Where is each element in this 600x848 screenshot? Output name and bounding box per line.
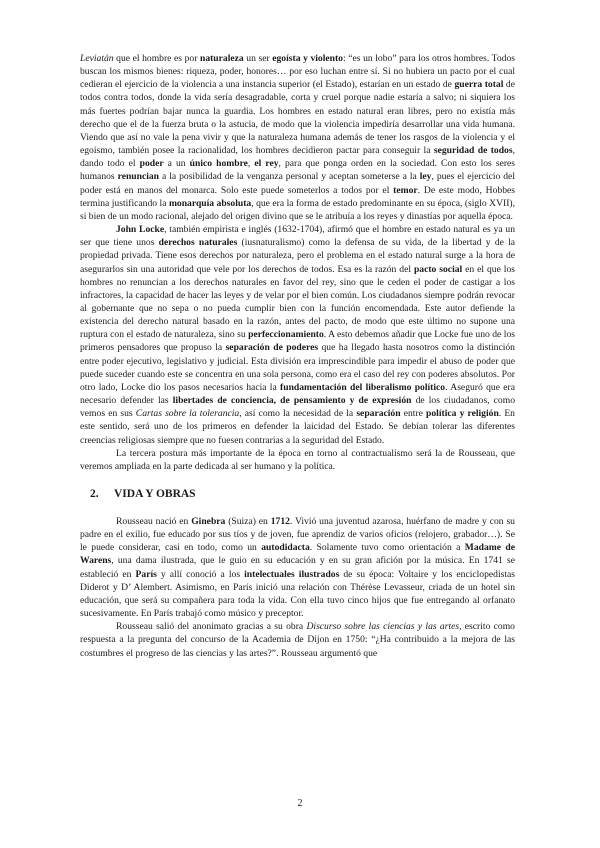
text-run: , una dama ilustrada, que le guio en su educación y en su gran afición por la música. En 1741 se estableció en [80, 555, 515, 580]
italic-text: Leviatán [80, 53, 114, 64]
bold-text: separación de poderes [225, 342, 319, 354]
text-run: Rousseau nació en [116, 516, 192, 527]
paragraph-rousseau-works [80, 620, 515, 659]
text-run: . Aseguró que era necesario defender las [80, 381, 515, 407]
italic-text: Cartas sobre la tolerancia [135, 408, 240, 420]
bold-text: ley [419, 171, 432, 183]
bold-text: intelectuales ilustrados [244, 568, 340, 580]
paragraph-rousseau-intro [80, 447, 515, 473]
bold-text: pacto social [413, 263, 463, 275]
text-run: de todos contra todos, donde la vida sería desagradable, corta y cruel porque nadie estaría a salvo; ni siquiera los más fuertes podrían bajar nunca la guardia. Los hombres en estado natural eran libres, pero no existía más derecho que el de la fuerza bruta o la astucia, de modo que la violencia impediría desarrollar una vida humana. Viendo que así no vale la pena vivir y que la naturaleza humana además de tener los rasgos de la violencia y el egoísmo, también posee la racionalidad, los hombres decidieron pactar para conseguir la [80, 79, 515, 157]
bold-text: fundamentación del liberalismo político [280, 381, 446, 393]
text-run: , para que ponga orden en la sociedad. Con esto los seres humanos [80, 158, 516, 183]
text-run: . A esto debemos añadir que Locke fue uno de los primeros pensadores que propuso la [80, 329, 515, 354]
text-run: , escrito como respuesta a la pregunta del concurso de la Academia de Dijon en 1750: “¿Ha contribuido a la mejora de las costumbres el progreso de las ciencias y las artes?”. Rousseau argumentó que [80, 621, 515, 659]
text-run: Rousseau salió del anonimato gracias a su obra [116, 621, 307, 633]
section-number: 2. [90, 488, 99, 500]
text-run: a la posibilidad de la venganza personal y aceptan someterse a la [159, 171, 420, 183]
text-run: , dando todo el [80, 145, 515, 170]
text-run: y allí conoció a los [156, 568, 245, 580]
italic-text: Discurso sobre las ciencias y las artes [306, 621, 460, 633]
bold-text: único hombre [189, 158, 248, 170]
bold-text: el rey [254, 158, 279, 170]
page-body [80, 52, 515, 660]
text-run: que ha llegado hasta nosotros como la distinción entre poder ejecutivo, legislativo y judicial. Esta división era imprescindible para impedir el abuso de poder que puede suceder cuando este se concentra en una sola persona, como era el caso del rey con poderes absolutos. Por otro lado, Locke dio los pasos necesarios hacia la [80, 342, 515, 393]
bold-text: política y religión [426, 408, 499, 420]
text-run: a un [163, 158, 190, 170]
bold-text: John Locke [116, 224, 165, 236]
text-run: entre [400, 408, 427, 420]
text-run: , que era la forma de estado predominante en su época, (siglo XVII), si bien de un modo racional, alejado del origen divino que se le atribuía a los reyes y dinastías por aquella época. [80, 197, 515, 222]
bold-text: París [135, 568, 157, 580]
bold-text: libertades de conciencia, de pensamiento y de expresión [172, 395, 412, 407]
bold-text: Madame de Warens [80, 542, 515, 567]
page-number: 2 [297, 798, 303, 809]
text-run: La tercera postura más importante de la época en torno al contractualismo será la de Rousseau, que veremos ampliada en la parte dedicada al ser humano y la política. [80, 447, 515, 472]
text-run: . Solamente tuvo como orientación a [309, 542, 465, 554]
text-run: un ser [243, 53, 273, 64]
bold-text: renuncian [117, 171, 160, 183]
bold-text: derechos naturales [158, 237, 238, 249]
text-run: , así como la necesidad de la [239, 408, 357, 420]
text-run: : “es un lobo” para los otros hombres. Todos buscan los mismos bienes: riqueza, poder, honores… por eso luchan entre sí. Si no hubiera un pacto por el cual cedieran el ejercicio de la violencia a una instancia superior (el Estado), estarían en un estado de [80, 53, 515, 91]
bold-text: egoísta y violento [272, 53, 343, 64]
text-run: de su época: Voltaire y los enciclopedistas Diderot y D’ Alembert. Asimismo, en París inició una relación con Thérèse Levasseur, criada de un hotel sin educación, que será su compañera para toda la vida. Con ella tuvo cinco hijos que fue entregando al orfanato sucesivamente. En París trabajó como músico y preceptor. [80, 568, 515, 620]
text-run: . En este sentido, será uno de los primeros en defender la laicidad del Estado. Se debían tolerar las diferentes creencias religiosas siempre que no fuesen contrarias a la seguridad del Estado. [80, 408, 515, 446]
bold-text: perfeccionamiento [248, 329, 324, 341]
bold-text: guerra total [454, 79, 504, 91]
bold-text: autodidacta [261, 542, 310, 554]
bold-text: temor [393, 184, 418, 196]
text-run: , también empirista e inglés (1632-1704), afirmó que el hombre en estado natural es ya un ser que tiene unos [80, 224, 515, 249]
section-title: VIDA Y OBRAS [114, 488, 196, 500]
text-run: (iusnaturalismo) como la defensa de su vida, de la libertad y de la propiedad privada. Tiene esos derechos por naturaleza, pero el problema en el estado natural surge a la hora de asegurarlos sin una autoridad que vele por los derechos de todos. Esa es la razón del [80, 237, 516, 275]
bold-text: Ginebra [191, 516, 226, 527]
text-run: , pues el ejercicio del poder está en manos del monarca. Solo este puede someterlos a todos por el [80, 171, 515, 196]
text-run: . De este modo, Hobbes termina justificando la [80, 184, 515, 209]
text-run: en el que los hombres no renuncian a los derechos naturales en favor del rey, sino que le ceden el poder de castigar a los infractores, la capacidad de hacer las leyes y de velar por el bien común. Los ciudadanos siempre podrán revocar al gobernante que no sepa o no pueda cumplir bien con la función encomendada. Este autor defiende la existencia del derecho natural basado en la razón, antes del pacto, de modo que este último no supone una ruptura con el estado de naturaleza, sino su [80, 263, 515, 341]
bold-text: monarquía absoluta [168, 197, 252, 209]
text-run: que el hombre es por [113, 53, 200, 64]
bold-text: separación [356, 408, 401, 420]
text-run: , [247, 158, 255, 170]
text-run: (Suiza) en [225, 516, 271, 527]
paragraph-hobbes [80, 52, 515, 223]
text-run: de los ciudadanos, como vemos en sus [80, 395, 515, 420]
bold-text: seguridad de todos [433, 145, 513, 157]
text-run: . Vivió una juventud azarosa, huérfano de madre y con su padre en el exilio, fue educado por sus tíos y de joven, fue aprendiz de varios oficios (relojero, grabador…). Se le puede considerar, casi en todo, como un [80, 516, 515, 554]
bold-text: 1712 [270, 516, 290, 527]
paragraph-locke [80, 223, 515, 447]
bold-text: naturaleza [199, 53, 244, 64]
bold-text: poder [139, 158, 164, 170]
paragraph-rousseau-life [80, 515, 515, 620]
section-heading [90, 487, 515, 501]
